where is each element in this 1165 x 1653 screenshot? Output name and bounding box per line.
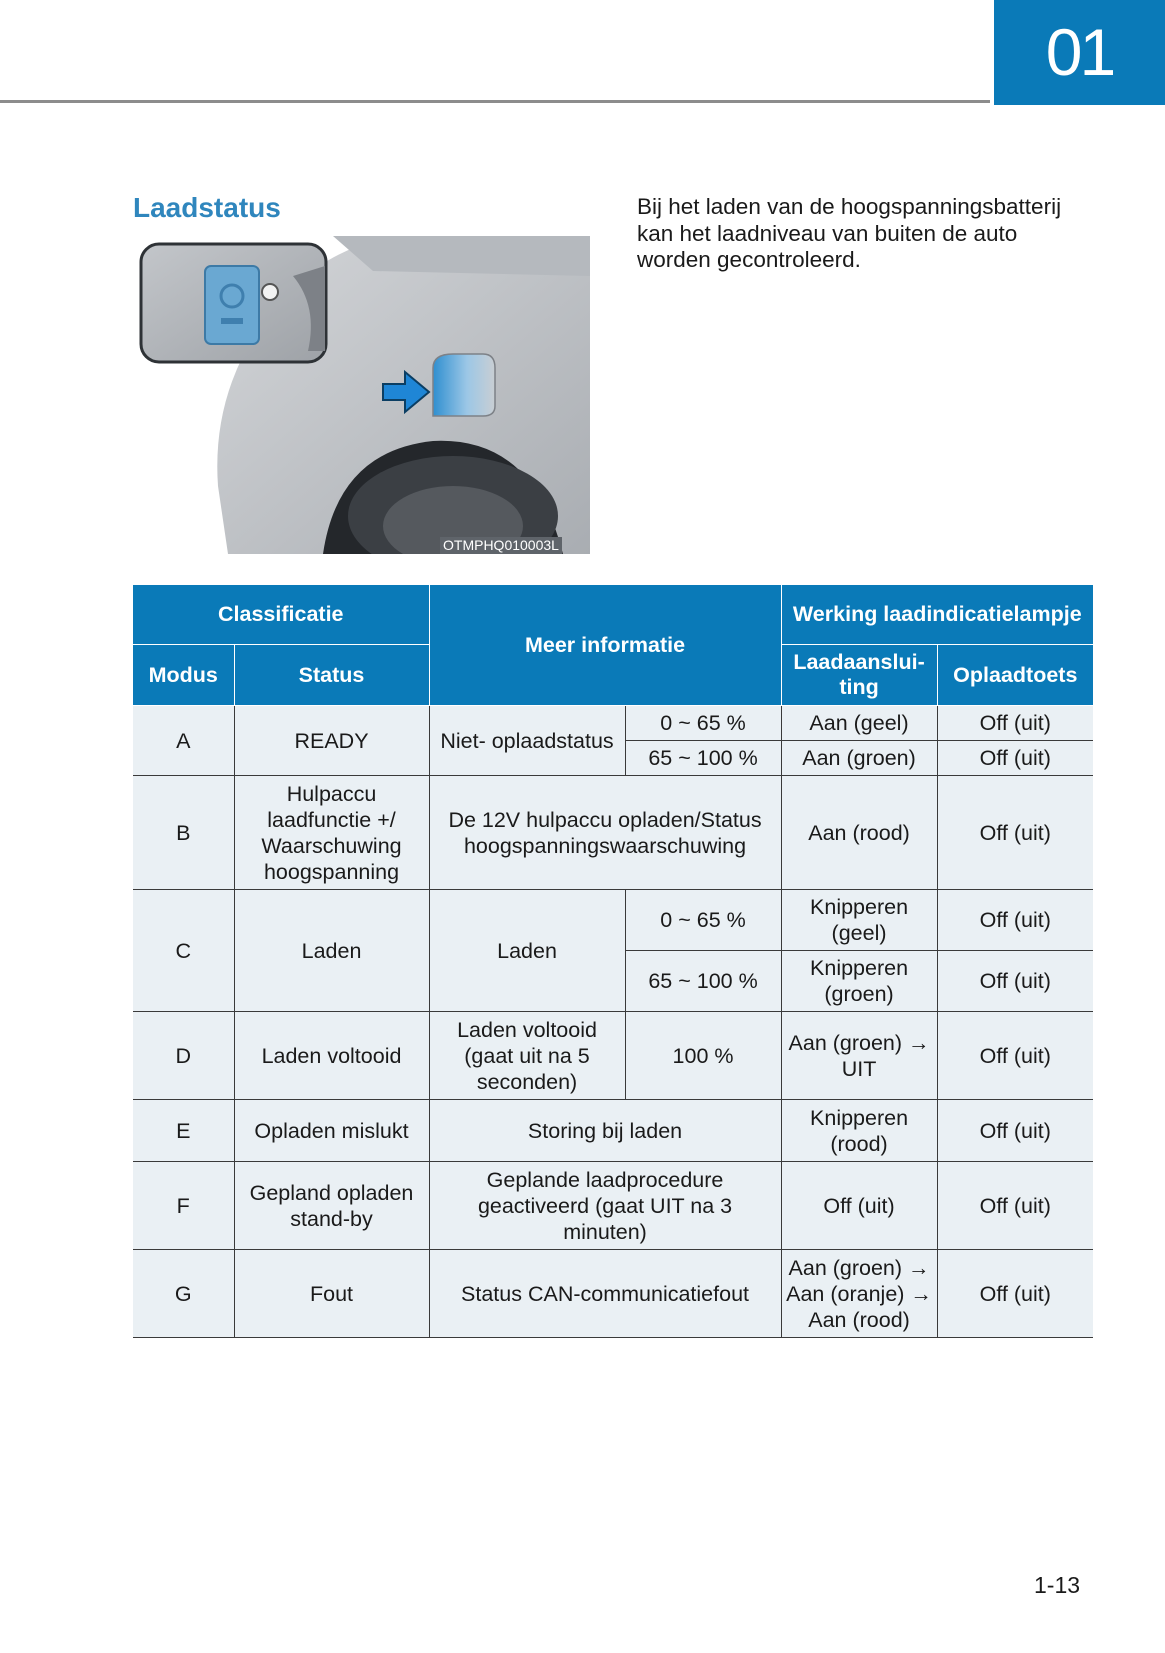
cell-oplaadtoets: Off (uit) — [937, 890, 1093, 951]
header-meer-informatie: Meer informatie — [429, 585, 781, 706]
cell-info: Geplande laadprocedure geactiveerd (gaat UIT na 3 minuten) — [429, 1162, 781, 1250]
table-row — [133, 890, 1093, 951]
cell-oplaadtoets: Off (uit) — [937, 951, 1093, 1012]
cell-laadaansluiting: Aan (groen) → Aan (oranje) → Aan (rood) — [781, 1250, 937, 1338]
header-modus: Modus — [133, 645, 234, 706]
cell-laadaansluiting: Aan (groen) → UIT — [781, 1012, 937, 1100]
table-row — [133, 1250, 1093, 1338]
cell-oplaadtoets: Off (uit) — [937, 1250, 1093, 1338]
header-werking: Werking laadindicatielampje — [781, 585, 1093, 645]
cell-range: 100 % — [625, 1012, 781, 1100]
cell-modus: E — [133, 1100, 234, 1162]
header-status: Status — [234, 645, 429, 706]
chapter-tab: 01 — [994, 0, 1165, 105]
table-row — [133, 776, 1093, 890]
cell-modus: D — [133, 1012, 234, 1100]
cell-laadaansluiting: Knipperen (groen) — [781, 951, 937, 1012]
cell-modus: C — [133, 890, 234, 1012]
header-oplaadtoets: Oplaadtoets — [937, 645, 1093, 706]
cell-info: Laden voltooid (gaat uit na 5 seconden) — [429, 1012, 625, 1100]
cell-info: Storing bij laden — [429, 1100, 781, 1162]
cell-range: 65 ~ 100 % — [625, 951, 781, 1012]
section-title: Laadstatus — [133, 192, 281, 223]
cell-oplaadtoets: Off (uit) — [937, 741, 1093, 776]
intro-text: Bij het laden van de hoogspanningsbatterij kan het laadniveau van buiten de auto worden gecontroleerd. — [637, 194, 1062, 272]
charging-status-table — [133, 584, 1093, 1338]
cell-oplaadtoets: Off (uit) — [937, 1012, 1093, 1100]
cell-modus: B — [133, 776, 234, 890]
cell-status: Laden — [234, 890, 429, 1012]
cell-info: Laden — [429, 890, 625, 1012]
cell-status: Hulpaccu laadfunctie +/ Waarschuwing hoogspanning — [234, 776, 429, 890]
cell-laadaansluiting: Knipperen (geel) — [781, 890, 937, 951]
header-laadaansluiting: Laadaanslui- ting — [781, 645, 937, 706]
cell-oplaadtoets: Off (uit) — [937, 1100, 1093, 1162]
cell-oplaadtoets: Off (uit) — [937, 706, 1093, 741]
cell-range: 0 ~ 65 % — [625, 890, 781, 951]
cell-laadaansluiting: Aan (geel) — [781, 706, 937, 741]
cell-status: Laden voltooid — [234, 1012, 429, 1100]
cell-laadaansluiting: Off (uit) — [781, 1162, 937, 1250]
table-row — [133, 1012, 1093, 1100]
cell-modus: G — [133, 1250, 234, 1338]
cell-status: Gepland opladen stand-by — [234, 1162, 429, 1250]
cell-modus: A — [133, 706, 234, 776]
cell-laadaansluiting: Aan (groen) — [781, 741, 937, 776]
header-classificatie: Classificatie — [133, 585, 429, 645]
cell-info: Niet- oplaadstatus — [429, 706, 625, 776]
cell-modus: F — [133, 1162, 234, 1250]
cell-status: Opladen mislukt — [234, 1100, 429, 1162]
figure-code: OTMPHQ010003L — [440, 537, 562, 554]
page-number: 1-13 — [1034, 1572, 1081, 1598]
cell-range: 0 ~ 65 % — [625, 706, 781, 741]
charging-port-illustration — [133, 236, 590, 554]
cell-status: Fout — [234, 1250, 429, 1338]
table-row — [133, 706, 1093, 741]
cell-range: 65 ~ 100 % — [625, 741, 781, 776]
cell-oplaadtoets: Off (uit) — [937, 1162, 1093, 1250]
cell-status: READY — [234, 706, 429, 776]
cell-oplaadtoets: Off (uit) — [937, 776, 1093, 890]
cell-laadaansluiting: Aan (rood) — [781, 776, 937, 890]
cell-info: Status CAN-communicatiefout — [429, 1250, 781, 1338]
header-rule — [0, 100, 990, 103]
cell-info: De 12V hulpaccu opladen/Status hoogspanningswaarschuwing — [429, 776, 781, 890]
cell-laadaansluiting: Knipperen (rood) — [781, 1100, 937, 1162]
table-row — [133, 1100, 1093, 1162]
table-row — [133, 1162, 1093, 1250]
